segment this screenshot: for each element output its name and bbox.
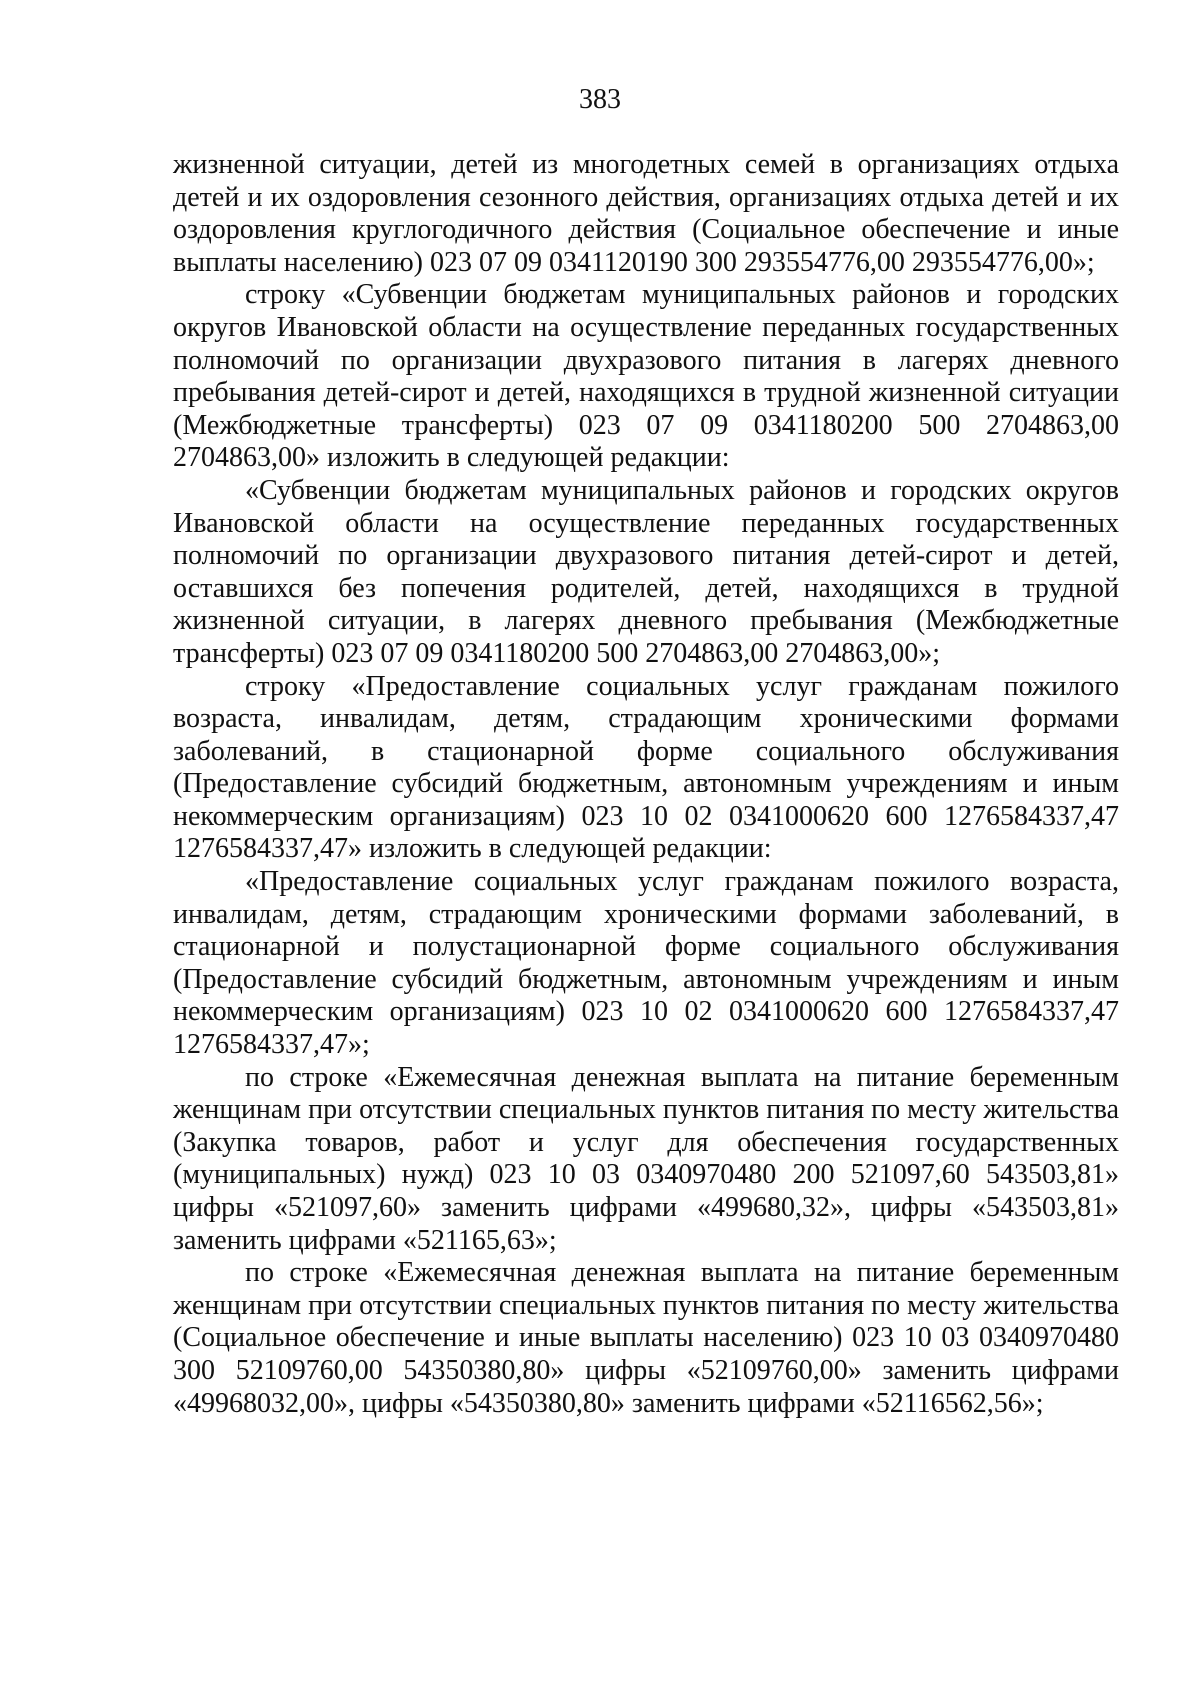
paragraph-continuation: жизненной ситуации, детей из многодетных семей в организациях отдыха детей и их оздоровления сезонного действия, организациях отдыха детей и их оздоровления круглогодичного действия (Социальное обеспечение и иные выплаты населению) 023 07 09 0341120190 300 293554776,00 293554776,00»; bbox=[173, 149, 1119, 278]
paragraph-new-subventions: «Субвенции бюджетам муниципальных районов и городских округов Ивановской области на осуществление переданных государственных полномочий по организации двухразового питания детей-сирот и детей, оставшихся без попечения родителей, детей, находящихся в трудной жизненной ситуации, в лагерях дневного пребывания (Межбюджетные трансферты) 023 07 09 0341180200 500 2704863,00 2704863,00»; bbox=[173, 474, 1119, 669]
paragraph-pregnant-nutrition-social: по строке «Ежемесячная денежная выплата на питание беременным женщинам при отсутствии специальных пунктов питания по месту жительства (Социальное обеспечение и иные выплаты населению) 023 10 03 0340970480 300 52109760,00 54350380,80» цифры «52109760,00» заменить цифрами «49968032,00», цифры «54350380,80» заменить цифрами «52116562,56»; bbox=[173, 1257, 1119, 1419]
paragraph-new-social-services: «Предоставление социальных услуг гражданам пожилого возраста, инвалидам, детям, страдающим хроническими формами заболеваний, в стационарной и полустационарной форме социального обслуживания (Предоставление субсидий бюджетным, автономным учреждениям и иным некоммерческим организациям) 023 10 02 0341000620 600 1276584337,47 1276584337,47»; bbox=[173, 866, 1119, 1061]
paragraph-pregnant-nutrition-procurement: по строке «Ежемесячная денежная выплата на питание беременным женщинам при отсутствии специальных пунктов питания по месту жительства (Закупка товаров, работ и услуг для обеспечения государственных (муниципальных) нужд) 023 10 03 0340970480 200 521097,60 543503,81» цифры «521097,60» заменить цифрами «499680,32», цифры «543503,81» заменить цифрами «521165,63»; bbox=[173, 1061, 1119, 1256]
document-body bbox=[173, 149, 1119, 1420]
paragraph-amend-social-services: строку «Предоставление социальных услуг гражданам пожилого возраста, инвалидам, детям, страдающим хроническими формами заболеваний, в стационарной форме социального обслуживания (Предоставление субсидий бюджетным, автономным учреждениям и иным некоммерческим организациям) 023 10 02 0341000620 600 1276584337,47 1276584337,47» изложить в следующей редакции: bbox=[173, 670, 1119, 865]
page-number: 383 bbox=[579, 84, 621, 115]
paragraph-amend-subventions: строку «Субвенции бюджетам муниципальных районов и городских округов Ивановской области на осуществление переданных государственных полномочий по организации двухразового питания в лагерях дневного пребывания детей-сирот и детей, находящихся в трудной жизненной ситуации (Межбюджетные трансферты) 023 07 09 0341180200 500 2704863,00 2704863,00» изложить в следующей редакции: bbox=[173, 279, 1119, 474]
